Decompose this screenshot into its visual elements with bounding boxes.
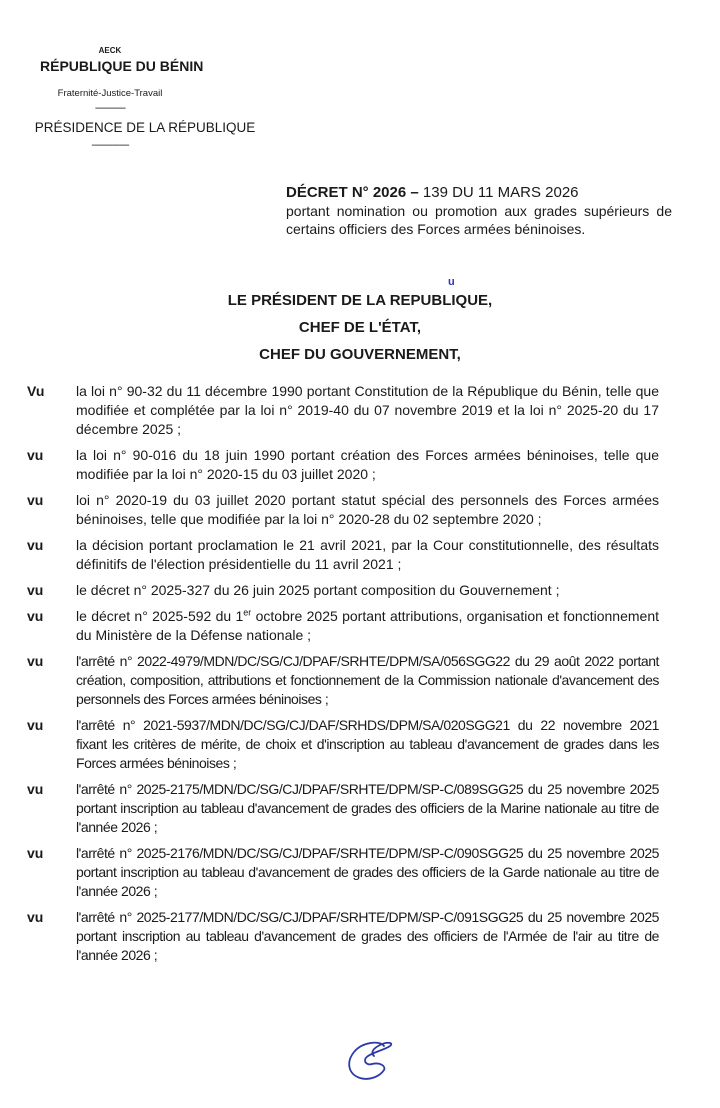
visa-item bbox=[0, 607, 720, 645]
visa-item bbox=[0, 581, 720, 600]
authority-line: CHEF DE L'ÉTAT, bbox=[298, 319, 422, 336]
visa-text-part: le décret n° 2025-592 du 1 bbox=[76, 608, 244, 624]
country-name: RÉPUBLIQUE DU BÉNIN bbox=[40, 58, 204, 74]
visa-item bbox=[0, 844, 720, 901]
visa-text: l'arrêté n° 2021-5937/MDN/DC/SG/CJ/DAF/SRHDS/DPM/SA/020SGG21 du 22 novembre 2021 fixant les critères de mérite, de choix et d'inscription au tableau d'avancement de grades dans les Forces armées béninoises ; bbox=[76, 717, 659, 771]
decree-number: DÉCRET N° 2026 – bbox=[286, 184, 419, 201]
institution-name: PRÉSIDENCE DE LA RÉPUBLIQUE bbox=[34, 120, 256, 135]
separator: ---------------- bbox=[91, 140, 129, 151]
visa-item bbox=[0, 382, 720, 439]
visa-text: l'arrêté n° 2025-2175/MDN/DC/SG/CJ/DPAF/SRHTE/DPM/SP-C/089SGG25 du 25 novembre 2025 portant inscription au tableau d'avancement de grades des officiers de la Marine nationale au titre de l'année 2026 ; bbox=[76, 781, 659, 835]
visa-text-part: octobre 2025 portant attributions, organisation et fonctionnement du Ministère de la Défense nationale ; bbox=[76, 608, 659, 643]
visa-item bbox=[0, 536, 720, 574]
signature-stroke bbox=[349, 1043, 391, 1079]
visa-label: vu bbox=[27, 492, 44, 508]
visa-item bbox=[0, 908, 720, 965]
visa-label: vu bbox=[27, 653, 44, 669]
visa-text: la loi n° 90-016 du 18 juin 1990 portant création des Forces armées béninoises, telle que modifiée par la loi n° 2020-15 du 03 juillet 2020 ; bbox=[76, 447, 659, 482]
visa-text bbox=[76, 607, 659, 645]
national-motto: Fraternité-Justice-Travail bbox=[57, 88, 163, 99]
visa-label: vu bbox=[27, 909, 44, 925]
visa-item bbox=[0, 446, 720, 484]
visa-text: l'arrêté n° 2022-4979/MDN/DC/SG/CJ/DPAF/SRHTE/DPM/SA/056SGG22 du 29 août 2022 portant création, composition, attributions et fonctionnement de la Commission nationale d'avancement des personnels des Forces armées béninoises ; bbox=[76, 653, 659, 707]
visa-item bbox=[0, 780, 720, 837]
visa-text: l'arrêté n° 2025-2176/MDN/DC/SG/CJ/DPAF/SRHTE/DPM/SP-C/090SGG25 du 25 novembre 2025 portant inscription au tableau d'avancement de grades des officiers de la Garde nationale au titre de l'année 2026 ; bbox=[76, 845, 659, 899]
visa-label: vu bbox=[27, 781, 44, 797]
visa-item bbox=[0, 716, 720, 773]
visa-label: Vu bbox=[27, 383, 45, 399]
signature-initials bbox=[340, 1036, 400, 1084]
handwritten-correction: u bbox=[448, 276, 455, 288]
visa-label: vu bbox=[27, 582, 44, 598]
decree-date: 139 DU 11 MARS 2026 bbox=[418, 184, 579, 201]
visa-label: vu bbox=[27, 447, 44, 463]
visa-label: vu bbox=[27, 537, 44, 553]
authority-block bbox=[180, 287, 540, 368]
authority-line: CHEF DU GOUVERNEMENT, bbox=[259, 346, 461, 363]
separator: ------------- bbox=[94, 103, 126, 114]
visa-item bbox=[0, 491, 720, 529]
authority-line: LE PRÉSIDENT DE LA REPUBLIQUE, bbox=[227, 292, 493, 309]
visa-label: vu bbox=[27, 608, 44, 624]
decree-block bbox=[286, 184, 672, 238]
visa-text: le décret n° 2025-327 du 26 juin 2025 portant composition du Gouvernement ; bbox=[76, 582, 560, 598]
visa-label: vu bbox=[27, 845, 44, 861]
visa-list bbox=[0, 382, 720, 972]
ordinal-suffix: er bbox=[243, 607, 252, 618]
visa-text: la loi n° 90-32 du 11 décembre 1990 portant Constitution de la République du Bénin, telle que modifiée et complétée par la loi n° 2019-40 du 07 novembre 2019 et la loi n° 2025-20 du 17 décembre 2025 ; bbox=[76, 383, 659, 437]
visa-text: l'arrêté n° 2025-2177/MDN/DC/SG/CJ/DPAF/SRHTE/DPM/SP-C/091SGG25 du 25 novembre 2025 portant inscription au tableau d'avancement de grades des officiers de l'Armée de l'air au titre de l'année 2026 ; bbox=[76, 909, 659, 963]
decree-title bbox=[286, 184, 672, 202]
visa-text: la décision portant proclamation le 21 avril 2021, par la Cour constitutionnelle, des résultats définitifs de l'élection présidentielle du 11 avril 2021 ; bbox=[76, 537, 659, 572]
visa-item bbox=[0, 652, 720, 709]
visa-label: vu bbox=[27, 717, 44, 733]
visa-text: loi n° 2020-19 du 03 juillet 2020 portant statut spécial des personnels des Forces armées béninoises, telle que modifiée par la loi n° 2020-28 du 02 septembre 2020 ; bbox=[76, 492, 659, 527]
decree-subject: portant nomination ou promotion aux grades supérieurs de certains officiers des Forces armées béninoises. bbox=[286, 203, 672, 237]
seal-text: AECK bbox=[98, 46, 122, 55]
